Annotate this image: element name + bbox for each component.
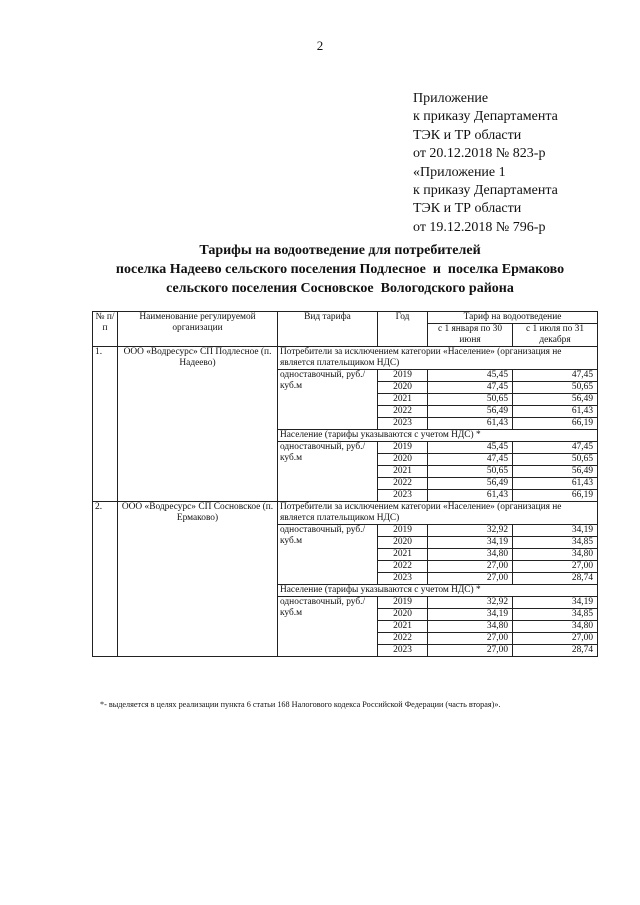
footnote: *- выделяется в целях реализации пункта 6 статьи 168 Налогового кодекса Российской Федерации (часть вторая)». bbox=[100, 700, 501, 709]
tariff-h1-cell: 56,49 bbox=[428, 406, 513, 418]
group-label-row bbox=[93, 347, 598, 370]
year-cell: 2019 bbox=[378, 597, 428, 609]
appendix-line: к приказу Департамента bbox=[413, 183, 558, 199]
title-line: поселка Надеево сельского поселения Подлесное и поселка Ермаково bbox=[115, 262, 565, 277]
tariff-h1-cell: 34,80 bbox=[428, 549, 513, 561]
appendix-header bbox=[413, 90, 558, 237]
year-cell: 2020 bbox=[378, 537, 428, 549]
tariff-h1-cell: 27,00 bbox=[428, 633, 513, 645]
year-cell: 2019 bbox=[378, 525, 428, 537]
tariff-h1-cell: 50,65 bbox=[428, 394, 513, 406]
tariff-h2-cell: 34,85 bbox=[513, 537, 598, 549]
tariff-h2-cell: 27,00 bbox=[513, 633, 598, 645]
year-cell: 2019 bbox=[378, 442, 428, 454]
tariff-h2-cell: 50,65 bbox=[513, 454, 598, 466]
year-cell: 2022 bbox=[378, 406, 428, 418]
year-cell: 2021 bbox=[378, 466, 428, 478]
tariff-h2-cell: 28,74 bbox=[513, 645, 598, 657]
year-cell: 2021 bbox=[378, 394, 428, 406]
tariff-h1-cell: 27,00 bbox=[428, 645, 513, 657]
org-number: 1. bbox=[93, 347, 118, 502]
tariff-table bbox=[92, 311, 598, 657]
year-cell: 2023 bbox=[378, 490, 428, 502]
tariff-h1-cell: 47,45 bbox=[428, 382, 513, 394]
tariff-h1-cell: 61,43 bbox=[428, 490, 513, 502]
tariff-h2-cell: 61,43 bbox=[513, 478, 598, 490]
title-line: Тарифы на водоотведение для потребителей bbox=[199, 243, 481, 258]
header-org: Наименование регулируемой организации bbox=[118, 312, 278, 347]
tariff-h1-cell: 32,92 bbox=[428, 597, 513, 609]
tariff-h2-cell: 34,80 bbox=[513, 549, 598, 561]
tariff-h2-cell: 66,19 bbox=[513, 490, 598, 502]
tariff-h2-cell: 27,00 bbox=[513, 561, 598, 573]
appendix-line: «Приложение 1 bbox=[413, 164, 506, 180]
consumer-category: Потребители за исключением категории «Население» (организация не является плательщиком НДС) bbox=[278, 502, 598, 525]
tariff-h1-cell: 56,49 bbox=[428, 478, 513, 490]
year-cell: 2022 bbox=[378, 561, 428, 573]
year-cell: 2020 bbox=[378, 454, 428, 466]
header-period-2: с 1 июля по 31 декабря bbox=[513, 324, 598, 347]
year-cell: 2021 bbox=[378, 549, 428, 561]
tariff-h1-cell: 32,92 bbox=[428, 525, 513, 537]
year-cell: 2023 bbox=[378, 418, 428, 430]
tariff-h2-cell: 34,19 bbox=[513, 525, 598, 537]
page-number: 2 bbox=[316, 38, 324, 53]
tariff-type: одноставочный, руб./куб.м bbox=[278, 370, 378, 430]
tariff-h2-cell: 50,65 bbox=[513, 382, 598, 394]
title-line: сельского поселения Сосновское Вологодского района bbox=[166, 281, 514, 296]
org-number: 2. bbox=[93, 502, 118, 657]
header-type: Вид тарифа bbox=[278, 312, 378, 347]
year-cell: 2023 bbox=[378, 573, 428, 585]
tariff-h1-cell: 34,80 bbox=[428, 621, 513, 633]
consumer-category: Население (тарифы указываются с учетом НДС) * bbox=[278, 585, 598, 597]
document-title bbox=[60, 241, 620, 298]
tariff-h2-cell: 56,49 bbox=[513, 466, 598, 478]
year-cell: 2023 bbox=[378, 645, 428, 657]
tariff-h2-cell: 34,85 bbox=[513, 609, 598, 621]
group-label-row bbox=[93, 502, 598, 525]
tariff-h2-cell: 47,45 bbox=[513, 370, 598, 382]
tariff-h1-cell: 34,19 bbox=[428, 609, 513, 621]
header-year: Год bbox=[378, 312, 428, 347]
tariff-h1-cell: 27,00 bbox=[428, 573, 513, 585]
appendix-line: от 20.12.2018 № 823-р bbox=[413, 146, 546, 162]
year-cell: 2021 bbox=[378, 621, 428, 633]
tariff-h2-cell: 66,19 bbox=[513, 418, 598, 430]
org-name: ООО «Водресурс» СП Подлесное (п. Надеево) bbox=[118, 347, 278, 502]
tariff-h2-cell: 28,74 bbox=[513, 573, 598, 585]
consumer-category: Потребители за исключением категории «Население» (организация не является плательщиком НДС) bbox=[278, 347, 598, 370]
tariff-h2-cell: 61,43 bbox=[513, 406, 598, 418]
year-cell: 2020 bbox=[378, 609, 428, 621]
appendix-line: от 19.12.2018 № 796-р bbox=[413, 219, 546, 235]
tariff-h1-cell: 50,65 bbox=[428, 466, 513, 478]
header-tariff: Тариф на водоотведение bbox=[428, 312, 598, 324]
org-name: ООО «Водресурс» СП Сосновское (п. Ермаково) bbox=[118, 502, 278, 657]
tariff-type: одноставочный, руб./куб.м bbox=[278, 525, 378, 585]
year-cell: 2022 bbox=[378, 633, 428, 645]
consumer-category: Население (тарифы указываются с учетом НДС) * bbox=[278, 430, 598, 442]
appendix-line: Приложение bbox=[413, 91, 489, 106]
tariff-h1-cell: 45,45 bbox=[428, 370, 513, 382]
year-cell: 2019 bbox=[378, 370, 428, 382]
tariff-h2-cell: 34,80 bbox=[513, 621, 598, 633]
appendix-line: ТЭК и ТР области bbox=[413, 201, 522, 217]
appendix-line: ТЭК и ТР области bbox=[413, 127, 522, 143]
tariff-h2-cell: 56,49 bbox=[513, 394, 598, 406]
tariff-h1-cell: 61,43 bbox=[428, 418, 513, 430]
tariff-type: одноставочный, руб./куб.м bbox=[278, 442, 378, 502]
year-cell: 2020 bbox=[378, 382, 428, 394]
appendix-line: к приказу Департамента bbox=[413, 109, 558, 125]
tariff-h1-cell: 45,45 bbox=[428, 442, 513, 454]
tariff-h1-cell: 27,00 bbox=[428, 561, 513, 573]
header-row bbox=[93, 312, 598, 324]
header-num: № п/п bbox=[93, 312, 118, 347]
tariff-type: одноставочный, руб./куб.м bbox=[278, 597, 378, 657]
year-cell: 2022 bbox=[378, 478, 428, 490]
tariff-h1-cell: 34,19 bbox=[428, 537, 513, 549]
tariff-h1-cell: 47,45 bbox=[428, 454, 513, 466]
tariff-h2-cell: 47,45 bbox=[513, 442, 598, 454]
tariff-h2-cell: 34,19 bbox=[513, 597, 598, 609]
header-period-1: с 1 января по 30 июня bbox=[428, 324, 513, 347]
